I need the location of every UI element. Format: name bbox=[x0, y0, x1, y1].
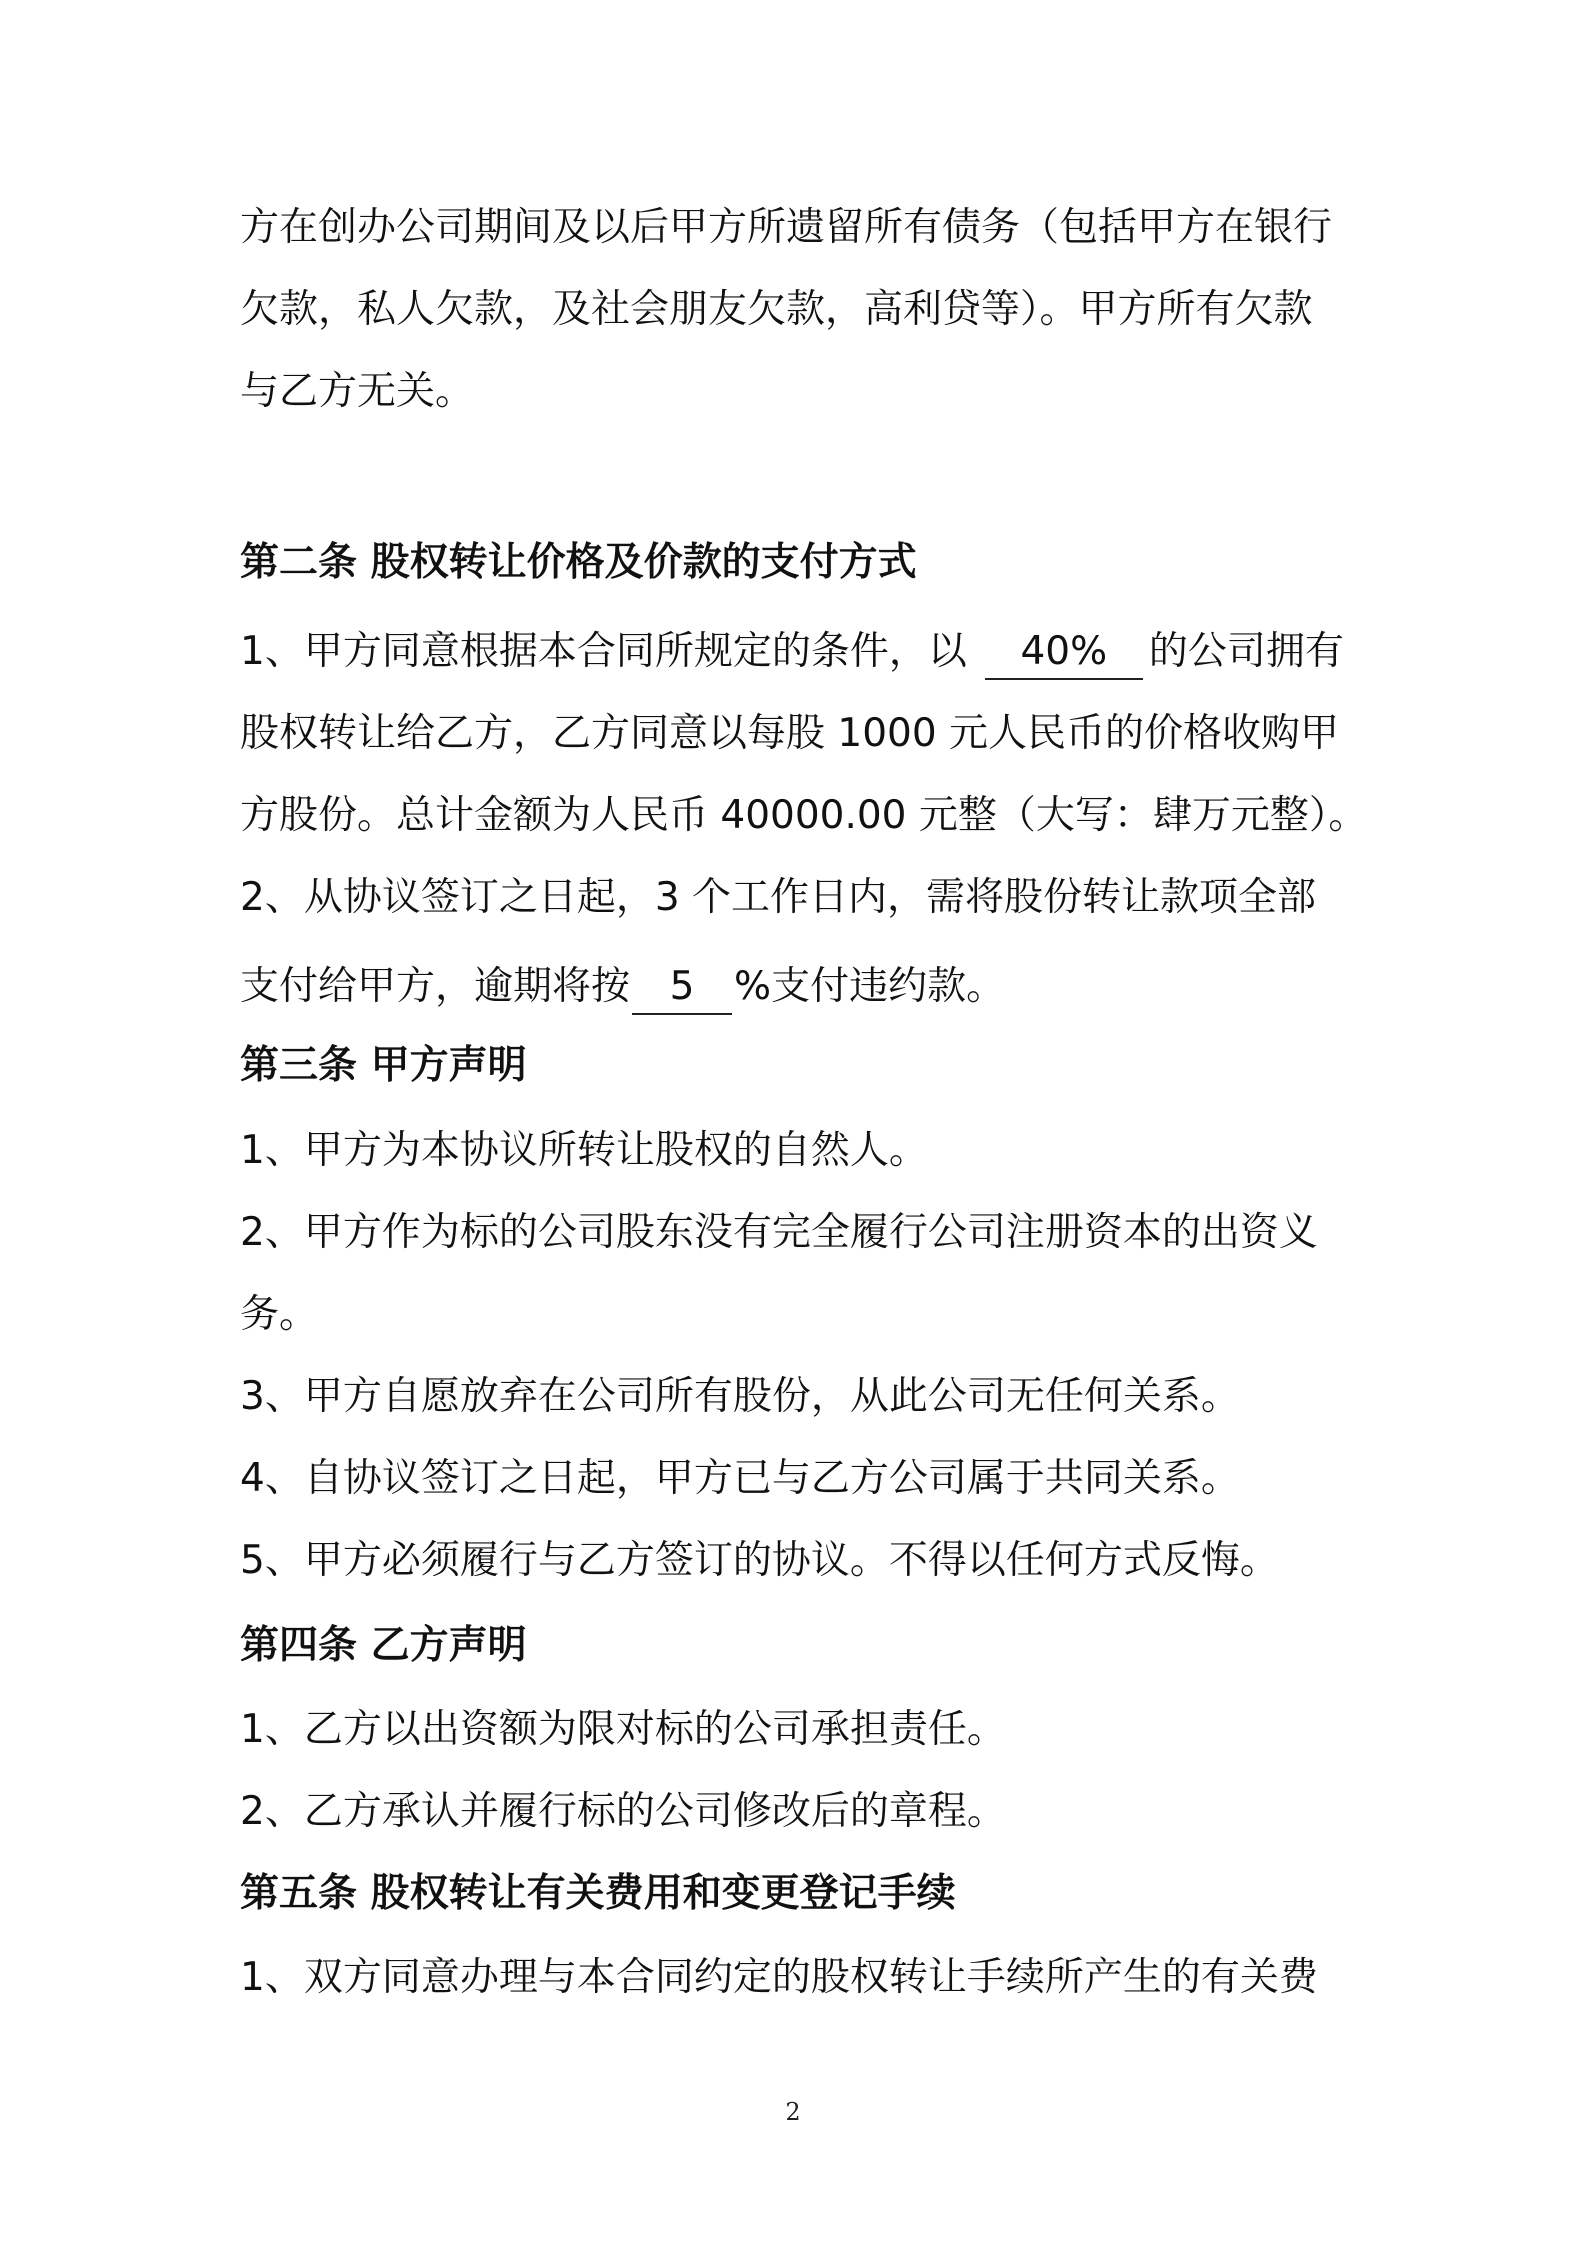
page-number: 2 bbox=[785, 2098, 801, 2126]
article-2-item-2-suffix: %支付违约款。 bbox=[734, 964, 1006, 1009]
article-5-item-1-line-1: 1、双方同意办理与本合同约定的股权转让手续所产生的有关费 bbox=[240, 1955, 1318, 2000]
intro-line-3: 与乙方无关。 bbox=[240, 369, 475, 414]
article-3-item-2-line-1: 2、甲方作为标的公司股东没有完全履行公司注册资本的出资义 bbox=[240, 1210, 1318, 1255]
article-2-item-1-line-3: 方股份。总计金额为人民币 40000.00 元整（大写：肆万元整）。 bbox=[240, 793, 1368, 838]
intro-line-2: 欠款，私人欠款，及社会朋友欠款，高利贷等）。甲方所有欠款 bbox=[240, 287, 1313, 332]
article-2-item-2-line-2 bbox=[240, 959, 1360, 1015]
article-3-item-3: 3、甲方自愿放弃在公司所有股份，从此公司无任何关系。 bbox=[240, 1374, 1240, 1419]
article-3-item-5: 5、甲方必须履行与乙方签订的协议。不得以任何方式反悔。 bbox=[240, 1538, 1279, 1583]
article-2-item-2-prefix: 支付给甲方，逾期将按 bbox=[240, 964, 631, 1009]
article-3-item-2-line-2: 务。 bbox=[240, 1292, 319, 1337]
article-2-item-1-suffix: 的公司拥有 bbox=[1148, 629, 1344, 674]
article-3-item-4: 4、自协议签订之日起，甲方已与乙方公司属于共同关系。 bbox=[240, 1456, 1240, 1501]
article-4-item-1: 1、乙方以出资额为限对标的公司承担责任。 bbox=[240, 1707, 1006, 1752]
intro-line-1: 方在创办公司期间及以后甲方所遗留所有债务（包括甲方在银行 bbox=[240, 205, 1333, 250]
article-2-item-1-line-1 bbox=[240, 624, 1360, 680]
article-2-item-2-line-1: 2、从协议签订之日起，3 个工作日内，需将股份转让款项全部 bbox=[240, 875, 1317, 920]
article-5-heading: 第五条 股权转让有关费用和变更登记手续 bbox=[240, 1871, 956, 1916]
share-percentage-blank: 40% bbox=[985, 626, 1143, 680]
article-2-heading: 第二条 股权转让价格及价款的支付方式 bbox=[240, 540, 917, 585]
penalty-rate-blank: 5 bbox=[632, 961, 732, 1015]
article-2-item-1-line-2: 股权转让给乙方，乙方同意以每股 1000 元人民币的价格收购甲 bbox=[240, 711, 1340, 756]
article-3-heading: 第三条 甲方声明 bbox=[240, 1043, 527, 1088]
article-3-item-1: 1、甲方为本协议所转让股权的自然人。 bbox=[240, 1128, 928, 1173]
article-4-item-2: 2、乙方承认并履行标的公司修改后的章程。 bbox=[240, 1789, 1006, 1834]
article-4-heading: 第四条 乙方声明 bbox=[240, 1623, 527, 1668]
article-2-item-1-prefix: 1、甲方同意根据本合同所规定的条件，以 bbox=[240, 629, 967, 674]
